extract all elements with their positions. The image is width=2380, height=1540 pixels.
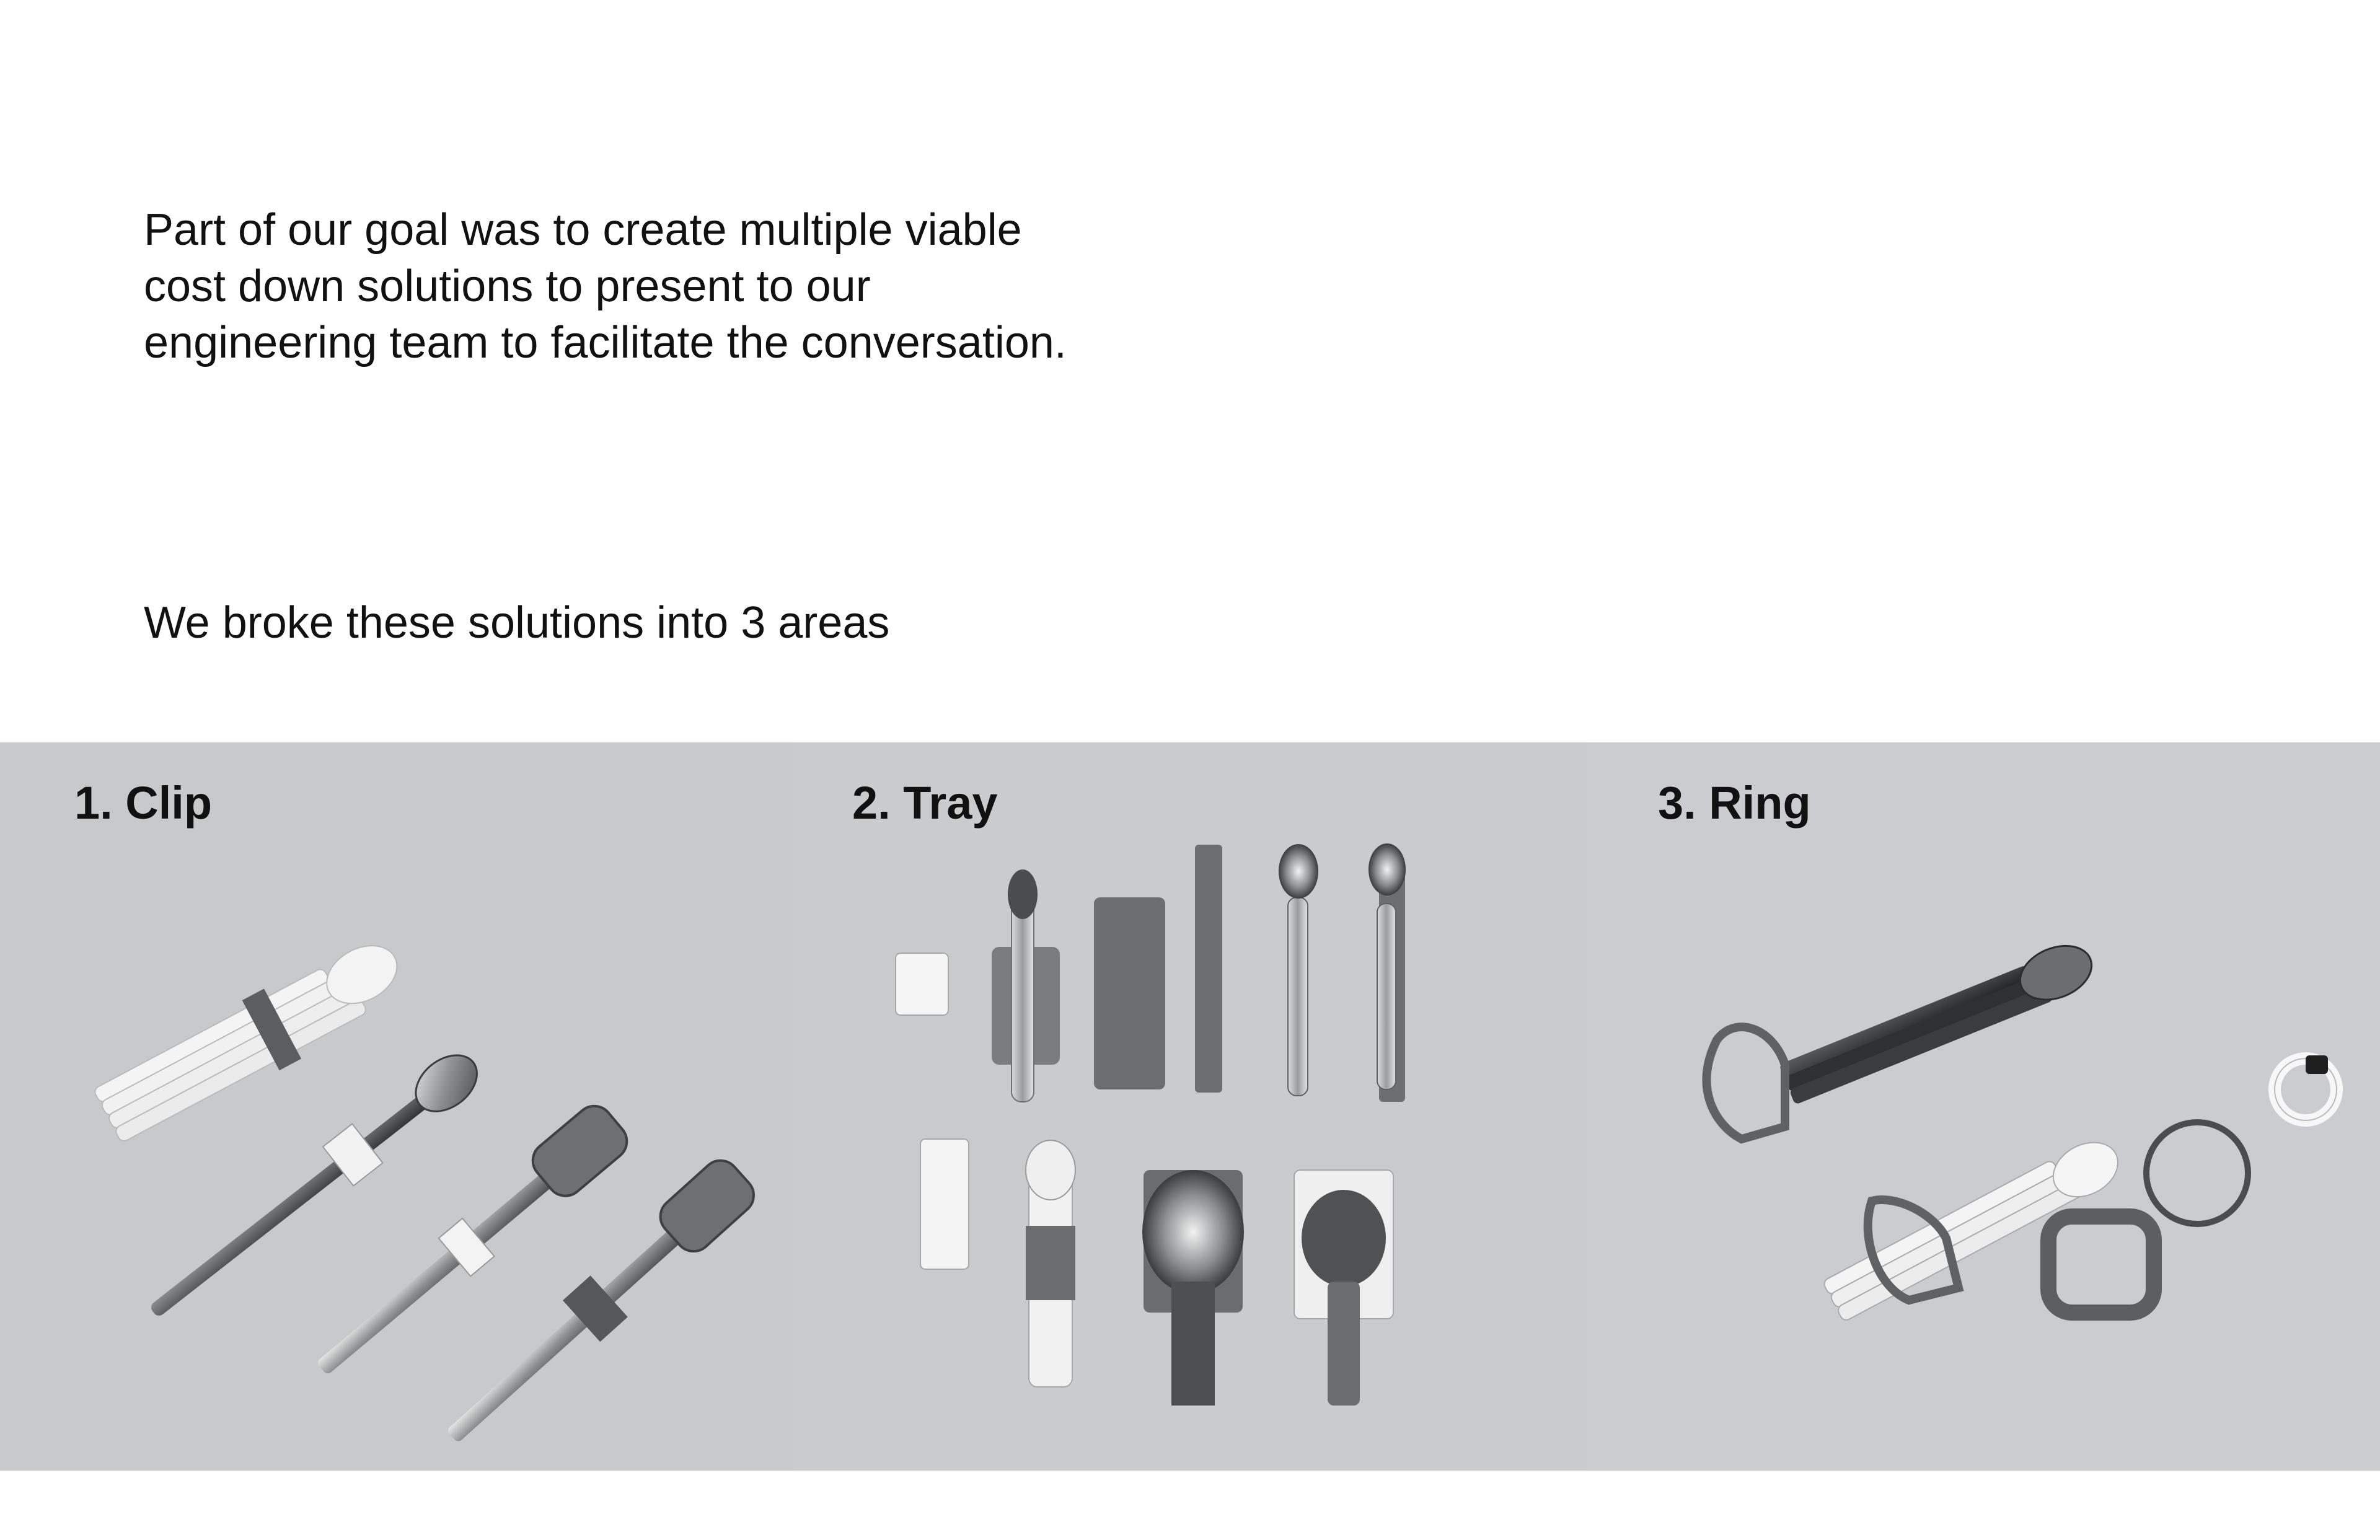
ring-spoons-photo [1587,742,2380,1471]
tray-prototypes-photo [793,742,1587,1471]
solution-areas-band [0,742,2380,1471]
tray-panel [793,742,1587,1471]
clip-panel [0,742,793,1471]
intro-paragraph: Part of our goal was to create multiple viable cost down solutions to present to our engineering team to facilitate the conversation. [144,205,1067,367]
tray-label: 2. Tray [852,777,998,829]
areas-statement: We broke these solutions into 3 areas [144,598,890,648]
clip-spoons-photo [0,742,793,1471]
ring-label: 3. Ring [1658,777,1811,829]
ring-panel [1587,742,2380,1471]
clip-label: 1. Clip [74,777,213,829]
